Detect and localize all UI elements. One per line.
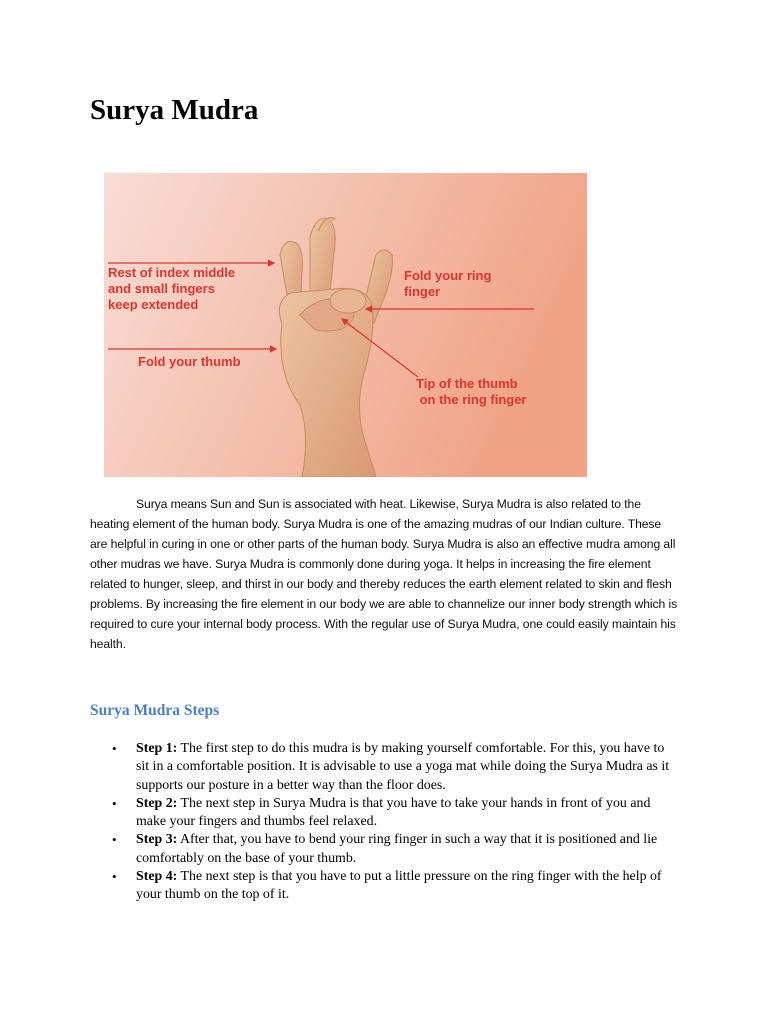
step-label: Step 2: (136, 795, 178, 811)
list-item (110, 868, 670, 905)
hand-mudra-illustration (104, 173, 587, 477)
bullet-icon: • (112, 832, 117, 848)
intro-paragraph: Surya means Sun and Sun is associated with heat. Likewise, Surya Mudra is also related to the heating element of the human body. Surya Mudra is one of the amazing mudras of our Indian culture. These are helpful in curing in one or other parts of the human body. Surya Mudra is also an effective mudra among all other mudras we have. Surya Mudra is commonly done during yoga. It helps in increasing the fire element related to hunger, sleep, and thirst in our body and thereby reduces the earth element related to skin and flesh problems. By increasing the fire element in our body we are able to channelize our inner body strength which is required to cure your internal body process. With the regular use of Surya Mudra, one could easily maintain his health. (90, 497, 678, 651)
label-fold-thumb: Fold your thumb (138, 354, 241, 369)
list-item (110, 831, 670, 868)
steps-heading: Surya Mudra Steps (90, 702, 220, 719)
label-extended-line-2: and small fingers (108, 281, 215, 296)
label-tip-line-2: on the ring finger (416, 392, 527, 407)
step-text: The next step in Surya Mudra is that you have to take your hands in front of you and make your fingers and thumbs feel relaxed. (136, 795, 651, 830)
figure-svg (104, 173, 587, 477)
label-fold-ring-line-1: Fold your ring (404, 268, 492, 283)
bullet-icon: • (112, 869, 117, 885)
list-item (110, 740, 670, 795)
step-text: After that, you have to bend your ring finger in such a way that it is positioned and lie comfortably on the base of your thumb. (136, 832, 658, 866)
step-label: Step 3: (136, 832, 178, 848)
steps-list (110, 740, 670, 905)
label-extended-line-1: Rest of index middle (108, 265, 236, 280)
step-label: Step 4: (136, 869, 178, 885)
step-text: The next step is that you have to put a little pressure on the ring finger with the help of your thumb on the top of it. (136, 869, 662, 903)
label-extended-line-3: keep extended (108, 297, 199, 312)
page-title: Surya Mudra (90, 94, 259, 126)
bullet-icon: • (112, 795, 117, 811)
step-text: The first step to do this mudra is by making yourself comfortable. For this, you have to sit in a comfortable position. It is advisable to use a yoga mat while doing the Surya Mudra as it supports our posture in a better way than the floor does. (136, 741, 670, 793)
list-item (110, 795, 670, 832)
step-label: Step 1: (136, 741, 178, 756)
label-tip-line-1: Tip of the thumb (416, 376, 518, 391)
bullet-icon: • (112, 741, 117, 756)
label-fold-ring-line-2: finger (404, 284, 441, 299)
